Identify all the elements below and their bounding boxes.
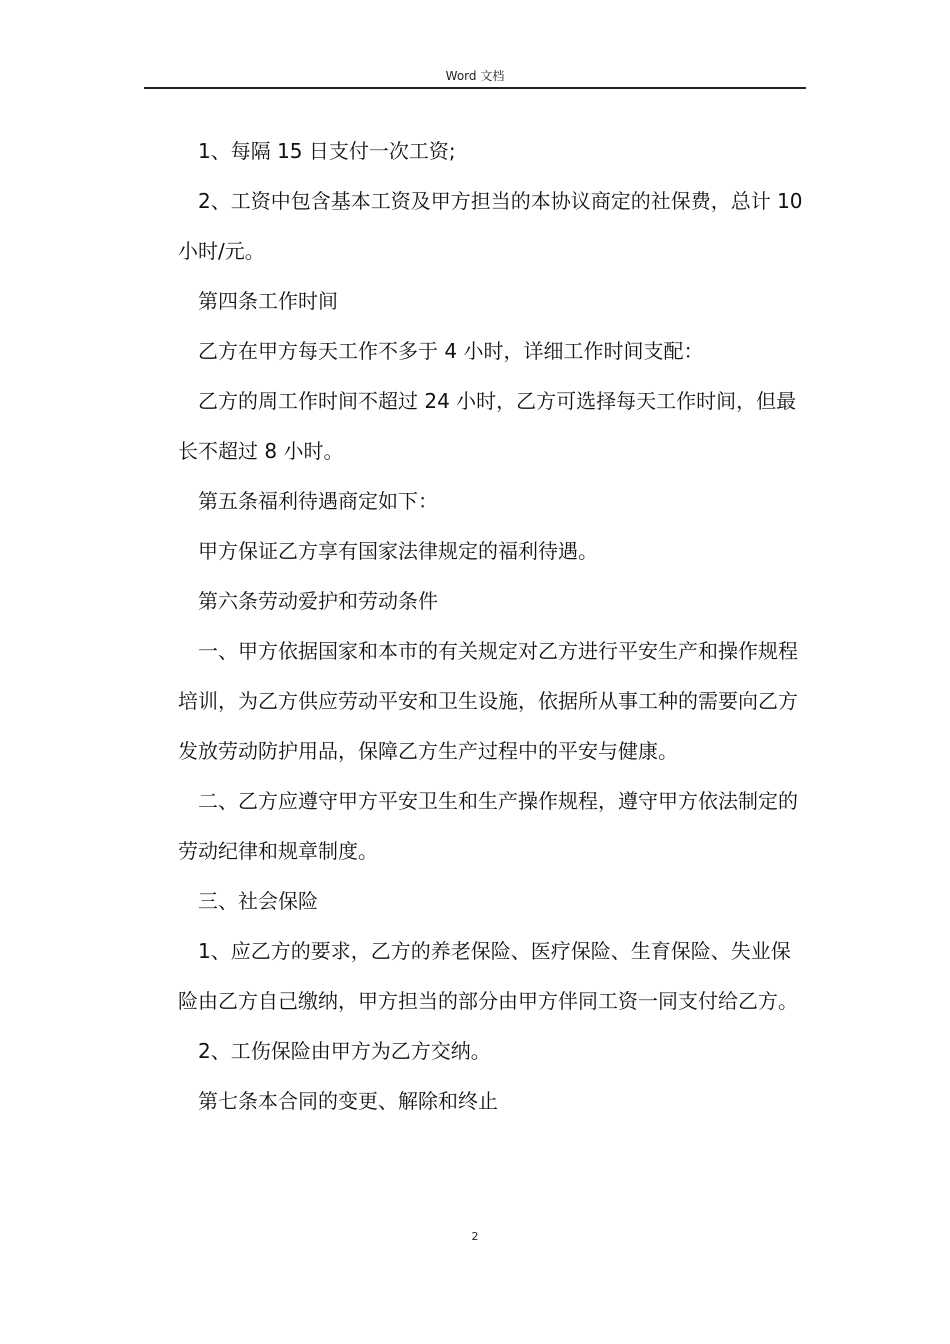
section-heading: 第六条劳动爱护和劳动条件: [198, 589, 438, 613]
subsection-heading: 三、社会保险: [198, 889, 318, 913]
section-heading: 第七条本合同的变更、解除和终止: [198, 1089, 498, 1113]
paragraph: 乙方在甲方每天工作不多于 4 小时，详细工作时间支配：: [198, 339, 704, 363]
paragraph: 二、乙方应遵守甲方平安卫生和生产操作规程，遵守甲方依法制定的劳动纪律和规章制度。: [178, 789, 798, 863]
paragraph: 乙方的周工作时间不超过 24 小时，乙方可选择每天工作时间，但最长不超过 8 小时。: [178, 389, 797, 463]
paragraph: 2、工资中包含基本工资及甲方担当的本协议商定的社保费，总计 10 小时/元。: [178, 189, 803, 263]
paragraph: 1、每隔 15 日支付一次工资;: [198, 139, 456, 163]
header-divider: [144, 87, 806, 89]
document-body: [178, 126, 808, 1126]
section-heading: 第四条工作时间: [198, 289, 338, 313]
page-header: Word 文档: [445, 69, 505, 83]
paragraph: 甲方保证乙方享有国家法律规定的福利待遇。: [198, 539, 598, 563]
paragraph: 一、甲方依据国家和本市的有关规定对乙方进行平安生产和操作规程培训，为乙方供应劳动平安和卫生设施，依据所从事工种的需要向乙方发放劳动防护用品，保障乙方生产过程中的平安与健康。: [178, 639, 798, 763]
section-heading: 第五条福利待遇商定如下：: [198, 489, 438, 513]
page-number: 2: [471, 1230, 479, 1243]
paragraph: 2、工伤保险由甲方为乙方交纳。: [198, 1039, 491, 1063]
paragraph: 1、应乙方的要求，乙方的养老保险、医疗保险、生育保险、失业保险由乙方自己缴纳，甲方担当的部分由甲方伴同工资一同支付给乙方。: [178, 939, 798, 1013]
